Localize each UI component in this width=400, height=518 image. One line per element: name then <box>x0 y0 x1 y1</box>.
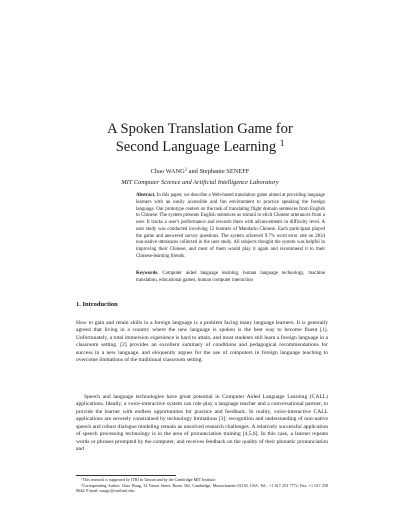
author-1: Chao WANG <box>150 168 185 175</box>
footnote-1-mark: 1 <box>81 476 83 481</box>
paper-title <box>40 120 360 156</box>
keywords <box>136 271 325 285</box>
author-list <box>40 167 360 176</box>
title-footnote-mark: 1 <box>279 138 285 148</box>
author-2: Stephanie SENEFF <box>199 168 250 175</box>
keywords-text: Computer aided language learning, human language technology, machine translation, educational games, human computer interaction <box>136 271 325 283</box>
footnote-1-text: This research is supported by ITRI in Taiwan and by the Cambridge MIT Institute. <box>82 477 217 482</box>
author-1-footnote-mark: 2 <box>184 166 188 172</box>
abstract <box>136 193 325 261</box>
intro-paragraph-2: Speech and language technologies have great potential in Computer Aided Language Learning (CALL) applications. Ideally, a voice-interactive system can role play a language teacher and a conversational partner, to provide the learner with endless opportunities for practice and feedback. In reality, voice-interactive CALL applications are severely constrained by technology limitations [3]: recognition and understanding of non-native speech and robust dialogue modeling remain as unsolved research challenges. A relatively successful application of speech processing technology is in the area of pronunciation training [4,5,6]. In this case, a learner repeats words or phrases prompted by the computer, and receives feedback on the quality of their phonetic pronunciation and <box>76 394 328 452</box>
author-joiner: and <box>187 168 200 175</box>
abstract-text: In this paper, we describe a Web-based translation game aimed at providing language learners with an easily accessible and fun environment to practice speaking the foreign language. Our prototype centers on the task of translating flight domain sentences from English to Chinese. The system presents English sentences as stimuli to elicit Chinese utterances from a user. It tracks a user's performance and rewards them with advancements in difficulty level. A user study was conducted involving 12 learners of Mandarin Chinese. Each participant played the game and answered survey questions. The system achieved 9.7% word error rate on 2834 non-native utterances collected in the user study. All subjects thought the system was helpful in improving their Chinese, and most of them would play it again and recommend it to their Chinese-learning friends. <box>136 193 325 260</box>
footnote-divider <box>76 475 176 476</box>
title-line-2-text: Second Language Learning <box>115 139 277 155</box>
footnote-2-mark: 2 <box>81 481 83 486</box>
title-line-1: A Spoken Translation Game for <box>107 121 293 137</box>
footnotes <box>76 477 328 494</box>
intro-paragraph-1: How to gain and retain skills in a foreign language is a problem facing many language learners. It is generally agreed that living in a country where the new language is spoken is the best way to become fluent [1]. Unfortunately, a total immersion experience is hard to attain, and most students still learn a foreign language in a classroom setting. [2] provides an excellent summary of conditions and pedagogical recommendations for success in a new language, and eloquently argues for the use of computers in foreign language teaching to overcome limitations of the traditional classroom setting. <box>76 320 328 364</box>
section-heading-introduction: 1. Introduction <box>76 301 118 308</box>
title-line-2 <box>40 138 360 156</box>
affiliation: MIT Computer Science and Artificial Intelligence Laboratory <box>121 179 279 186</box>
keywords-label: Keywords. <box>136 271 159 276</box>
abstract-label: Abstract. <box>136 193 156 198</box>
footnote-2-text: Corresponding Author: Chao Wang, 32 Vassar Street, Room 362, Cambridge, Massachusetts 02139, USA. Tel.: +1 617 253 7772; Fax: +1 617 258 8642; E-mail: wangc@csail.mit.edu. <box>76 482 328 494</box>
footnote-2 <box>76 483 328 494</box>
